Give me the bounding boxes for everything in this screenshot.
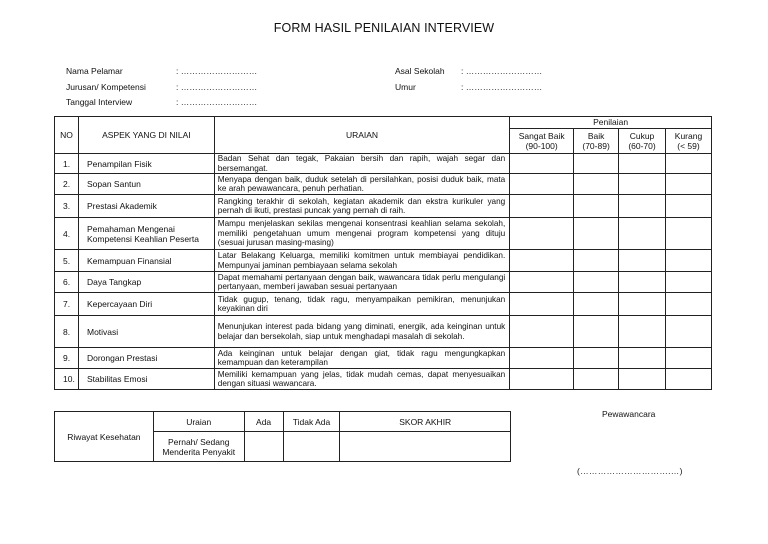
score-cell[interactable] bbox=[574, 250, 619, 272]
score-cell[interactable] bbox=[619, 272, 666, 293]
info-row-asal-sekolah bbox=[395, 64, 542, 80]
health-header-ada: Ada bbox=[244, 412, 283, 432]
row-uraian: Tidak gugup, tenang, tidak ragu, menyampaikan pemikiran, menunjukan keyakinan diri bbox=[214, 293, 509, 316]
score-cell[interactable] bbox=[510, 195, 574, 218]
table-row bbox=[55, 272, 712, 293]
score-cell[interactable] bbox=[665, 316, 711, 348]
health-tidak-ada-cell[interactable] bbox=[283, 432, 340, 462]
score-cell[interactable] bbox=[574, 195, 619, 218]
score-cell[interactable] bbox=[665, 174, 711, 195]
header-grade-baik: Baik (70-89) bbox=[574, 129, 619, 154]
score-cell[interactable] bbox=[619, 250, 666, 272]
row-uraian: Dapat memahami pertanyaan dengan baik, wawancara tidak perlu mengulangi pertanyaan, memberi jawaban sesuai pertanyaan bbox=[214, 272, 509, 293]
row-uraian: Badan Sehat dan tegak, Pakaian bersih dan rapih, wajah segar dan bersemangat. bbox=[214, 154, 509, 174]
score-cell[interactable] bbox=[574, 348, 619, 369]
table-row bbox=[55, 369, 712, 390]
info-label: Nama Pelamar bbox=[66, 66, 123, 76]
score-cell[interactable] bbox=[665, 154, 711, 174]
row-number: 6. bbox=[55, 272, 79, 293]
row-number: 5. bbox=[55, 250, 79, 272]
score-cell[interactable] bbox=[619, 195, 666, 218]
assessment-table bbox=[54, 116, 712, 390]
header-no: NO bbox=[55, 117, 79, 154]
info-label: Tanggal Interview bbox=[66, 97, 133, 107]
score-cell[interactable] bbox=[510, 316, 574, 348]
score-cell[interactable] bbox=[510, 218, 574, 250]
row-aspek: Prestasi Akademik bbox=[78, 195, 214, 218]
score-cell[interactable] bbox=[574, 154, 619, 174]
info-value: : ……………………… bbox=[461, 66, 543, 76]
table-row bbox=[55, 250, 712, 272]
score-cell[interactable] bbox=[510, 293, 574, 316]
row-number: 3. bbox=[55, 195, 79, 218]
row-number: 4. bbox=[55, 218, 79, 250]
row-uraian: Menyapa dengan baik, duduk setelah di persilahkan, posisi duduk baik, mata ke arah pewawancara, penuh perhatian. bbox=[214, 174, 509, 195]
info-row-tanggal bbox=[66, 95, 257, 111]
score-cell[interactable] bbox=[619, 316, 666, 348]
health-header-skor-akhir: SKOR AKHIR bbox=[340, 412, 511, 432]
score-cell[interactable] bbox=[665, 369, 711, 390]
row-number: 9. bbox=[55, 348, 79, 369]
score-cell[interactable] bbox=[665, 250, 711, 272]
row-uraian: Mampu menjelaskan sekilas mengenai konsentrasi keahlian selama sekolah, memiliki pengetahuan umum mengenai program kompetensi yang dituju (sesuai jurusan masing-masing) bbox=[214, 218, 509, 250]
info-row-nama-pelamar bbox=[66, 64, 257, 80]
row-aspek: Kemampuan Finansial bbox=[78, 250, 214, 272]
table-row bbox=[55, 218, 712, 250]
table-row bbox=[55, 293, 712, 316]
score-cell[interactable] bbox=[574, 218, 619, 250]
score-cell[interactable] bbox=[510, 250, 574, 272]
health-item: Pernah/ Sedang Menderita Penyakit bbox=[153, 432, 244, 462]
score-cell[interactable] bbox=[510, 154, 574, 174]
form-title: FORM HASIL PENILAIAN INTERVIEW bbox=[273, 21, 495, 35]
info-label: Asal Sekolah bbox=[395, 66, 445, 76]
row-uraian: Ada keinginan untuk belajar dengan giat, tidak ragu mengungkapkan kemampuan dan keterampilan bbox=[214, 348, 509, 369]
score-cell[interactable] bbox=[619, 293, 666, 316]
score-cell[interactable] bbox=[665, 272, 711, 293]
row-uraian: Latar Belakang Keluarga, memiliki komitmen untuk membiayai pendidikan. Mempunyai jaminan pembiayaan selama sekolah bbox=[214, 250, 509, 272]
info-value: : ……………………… bbox=[176, 81, 258, 92]
row-aspek: Penampilan Fisik bbox=[78, 154, 214, 174]
interviewer-label: Pewawancara bbox=[602, 409, 656, 419]
row-uraian: Rangking terakhir di sekolah, kegiatan akademik dan ekstra kurikuler yang pernah di ikuti, prestasi puncak yang pernah di raih. bbox=[214, 195, 509, 218]
row-aspek: Stabilitas Emosi bbox=[78, 369, 214, 390]
health-history-table bbox=[54, 411, 511, 462]
header-uraian: URAIAN bbox=[214, 117, 509, 154]
health-row-label: Riwayat Kesehatan bbox=[55, 412, 154, 462]
table-row bbox=[55, 316, 712, 348]
row-aspek: Sopan Santun bbox=[78, 174, 214, 195]
table-row bbox=[55, 348, 712, 369]
score-cell[interactable] bbox=[619, 218, 666, 250]
score-cell[interactable] bbox=[665, 348, 711, 369]
score-cell[interactable] bbox=[619, 369, 666, 390]
header-penilaian: Penilaian bbox=[510, 117, 712, 129]
score-cell[interactable] bbox=[665, 218, 711, 250]
info-label: Umur bbox=[395, 81, 416, 92]
score-cell[interactable] bbox=[574, 174, 619, 195]
header-grade-cukup: Cukup (60-70) bbox=[619, 129, 666, 154]
applicant-info-right bbox=[395, 64, 542, 95]
row-number: 10. bbox=[55, 369, 79, 390]
table-row bbox=[55, 154, 712, 174]
table-row bbox=[55, 195, 712, 218]
health-ada-cell[interactable] bbox=[244, 432, 283, 462]
row-aspek: Dorongan Prestasi bbox=[78, 348, 214, 369]
score-cell[interactable] bbox=[665, 293, 711, 316]
info-row-jurusan bbox=[66, 80, 257, 96]
row-number: 7. bbox=[55, 293, 79, 316]
row-uraian: Menunjukan interest pada bidang yang diminati, energik, ada keinginan untuk belajar dan bersekolah, siap untuk menghadapi masalah di sekolah. bbox=[214, 316, 509, 348]
header-grade-sangat-baik: Sangat Baik (90-100) bbox=[510, 129, 574, 154]
info-value: : ……………………… bbox=[176, 66, 258, 76]
score-cell[interactable] bbox=[574, 272, 619, 293]
score-cell[interactable] bbox=[510, 272, 574, 293]
score-cell[interactable] bbox=[619, 154, 666, 174]
header-grade-kurang: Kurang (< 59) bbox=[665, 129, 711, 154]
info-value: : ……………………… bbox=[176, 97, 258, 107]
row-aspek: Motivasi bbox=[78, 316, 214, 348]
row-aspek: Pemahaman Mengenai Kompetensi Keahlian Peserta bbox=[78, 218, 214, 250]
score-cell[interactable] bbox=[510, 369, 574, 390]
row-number: 8. bbox=[55, 316, 79, 348]
score-cell[interactable] bbox=[510, 174, 574, 195]
health-header-tidak-ada: Tidak Ada bbox=[283, 412, 340, 432]
skor-akhir-cell[interactable] bbox=[340, 432, 511, 462]
info-value: : ……………………… bbox=[461, 81, 543, 92]
row-aspek: Daya Tangkap bbox=[78, 272, 214, 293]
score-cell[interactable] bbox=[619, 348, 666, 369]
score-cell[interactable] bbox=[574, 293, 619, 316]
row-number: 1. bbox=[55, 154, 79, 174]
score-cell[interactable] bbox=[574, 369, 619, 390]
table-row bbox=[55, 174, 712, 195]
info-row-umur bbox=[395, 80, 542, 96]
row-aspek: Kepercayaan Diri bbox=[78, 293, 214, 316]
score-cell[interactable] bbox=[574, 316, 619, 348]
health-header-uraian: Uraian bbox=[153, 412, 244, 432]
info-label: Jurusan/ Kompetensi bbox=[66, 81, 146, 92]
header-aspek: ASPEK YANG DI NILAI bbox=[78, 117, 214, 154]
score-cell[interactable] bbox=[619, 174, 666, 195]
row-number: 2. bbox=[55, 174, 79, 195]
score-cell[interactable] bbox=[510, 348, 574, 369]
interviewer-signature-line: (………………………….…) bbox=[577, 466, 683, 476]
score-cell[interactable] bbox=[665, 195, 711, 218]
row-uraian: Memiliki kemampuan yang jelas, tidak mudah cemas, dapat menyesuaikan dengan situasi wawancara. bbox=[214, 369, 509, 390]
applicant-info-left bbox=[66, 64, 257, 111]
